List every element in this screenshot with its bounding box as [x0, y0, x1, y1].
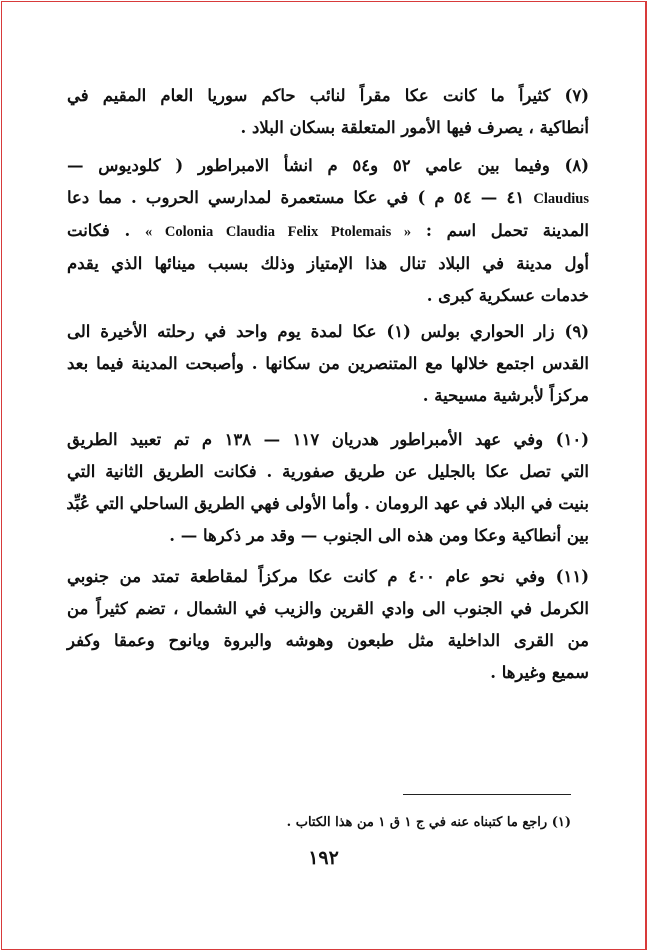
- paragraph-line: بنيت في البلاد في عهد الرومان . وأما الأولى فهي الطريق الساحلي التي عُبِّد: [66, 494, 589, 513]
- page-number: ١٩٢: [308, 847, 339, 869]
- paragraph-10: [67, 424, 589, 552]
- paragraph-line: سميع وغيرها .: [490, 663, 589, 682]
- paragraph-line: (٧) كثيراً ما كانت عكا مقراً لنائب حاكم سوريا العام المقيم في: [67, 86, 589, 105]
- paragraph-line-text: المدينة تحمل اسم :: [425, 221, 589, 240]
- paragraph-line: (٨) وفيما بين عامي ٥٢ و٥٤ م انشأ الامبراطور ( كلوديوس —: [67, 156, 590, 175]
- paragraph-line: القدس اجتمع خلالها مع المتنصرين من سكانها . وأصبحت المدينة فيما بعد: [67, 354, 589, 373]
- paragraph-8: [67, 150, 589, 312]
- paragraph-line: أول مدينة في البلاد تنال هذا الإمتياز وذلك بسبب مينائها الذي يقدم: [67, 254, 589, 273]
- paragraph-line: (٩) زار الحواري بولس (١) عكا لمدة يوم واحد في رحلته الأخيرة الى: [67, 322, 590, 341]
- paragraph-line-text: م ) في عكا مستعمرة لمدارسي الحروب . مما دعا: [67, 188, 445, 207]
- paragraph-line: أنطاكية ، يصرف فيها الأمور المتعلقة بسكان البلاد .: [240, 118, 589, 137]
- paragraph-line: مركزاً لأبرشية مسيحية .: [422, 386, 589, 405]
- latin-colonia-name: « Colonia Claudia Felix Ptolemais »: [145, 224, 412, 240]
- footnote: (١) راجع ما كتبناه عنه في ج ١ ق ١ من هذا الكتاب .: [286, 815, 571, 830]
- paragraph-11: [67, 561, 589, 689]
- paragraph-line: (١٠) وفي عهد الأمبراطور هدريان ١١٧ — ١٣٨ م تم تعبيد الطريق: [67, 430, 589, 449]
- paragraph-9: [67, 316, 589, 412]
- paragraph-line: من القرى الداخلية مثل طبعون وهوشه والبروة ويانوح وعمقا وكفر: [67, 631, 589, 650]
- latin-name-claudius: Claudius: [533, 191, 589, 207]
- paragraph-line-text: . فكانت: [67, 221, 131, 240]
- paragraph-line: خدمات عسكرية كبرى .: [426, 286, 589, 305]
- footnote-divider: [403, 794, 571, 795]
- year-range: ٤١ — ٥٤: [453, 188, 525, 207]
- paragraph-line: بين أنطاكية وعكا ومن هذه الى الجنوب — وقد مر ذكرها — .: [169, 526, 589, 545]
- paragraph-line: [67, 215, 589, 248]
- paragraph-line: [67, 182, 589, 215]
- paragraph-line: (١١) وفي نحو عام ٤٠٠ م كانت عكا مركزاً لمقاطعة تمتد من جنوبي: [67, 567, 590, 586]
- paragraph-line: الكرمل في الجنوب الى وادي القرين والزيب في الشمال ، تضم كثيراً من: [67, 599, 589, 618]
- paragraph-line: التي تصل عكا بالجليل عن طريق صفورية . فكانت الطريق الثانية التي: [67, 462, 589, 481]
- paragraph-7: [67, 80, 589, 144]
